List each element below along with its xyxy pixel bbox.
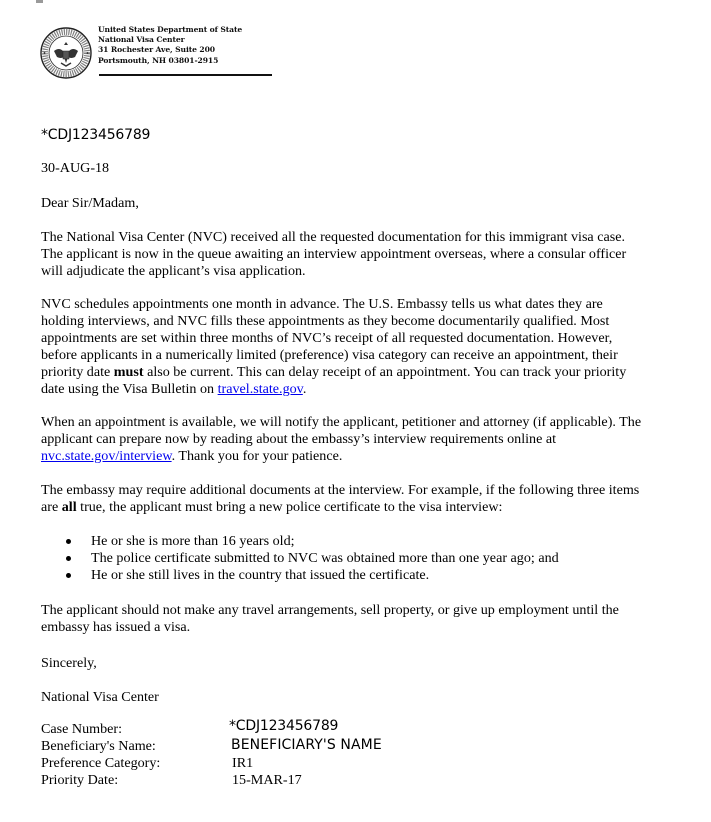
paragraph-line: The embassy may require additional documents at the interview. For example, if the following three items [41, 482, 640, 498]
letterhead-divider [99, 74, 272, 76]
list-item [66, 550, 559, 567]
emphasis-all: all [61, 499, 77, 515]
letterhead-center: National Visa Center [98, 35, 185, 45]
paragraph-line: will adjudicate the applicant’s visa application. [41, 263, 306, 279]
text-segment: true, the applicant must bring a new police certificate to the visa interview: [76, 499, 503, 515]
text-segment: are [41, 499, 62, 515]
letter-date: 30-AUG-18 [41, 160, 110, 176]
bullet-icon [66, 556, 71, 561]
text-segment: also be current. This can delay receipt of an appointment. You can track your priority [143, 364, 627, 380]
letterhead-street: 31 Rochester Ave, Suite 200 [98, 45, 215, 55]
list-item-text: He or she still lives in the country that issued the certificate. [91, 567, 430, 583]
paragraph-scheduling [41, 296, 626, 398]
paragraph-line: NVC schedules appointments one month in advance. The U.S. Embassy tells us what dates they are [41, 296, 603, 312]
priority-date-value: 15-MAR-17 [232, 772, 302, 788]
preference-category-label: Preference Category: [41, 755, 161, 771]
nvc-interview-link[interactable]: nvc.state.gov/interview [41, 448, 172, 464]
paragraph-line [41, 448, 641, 465]
paragraph-travel-warning [41, 602, 619, 636]
paragraph-line: When an appointment is available, we will notify the applicant, petitioner and attorney (if applicable). The [41, 414, 642, 430]
paragraph-documentation-received [41, 229, 626, 280]
text-segment: . Thank you for your patience. [171, 448, 343, 464]
page-corner-mark [36, 0, 43, 3]
letterhead-address [98, 25, 242, 66]
beneficiary-name-label: Beneficiary's Name: [41, 738, 156, 754]
paragraph-line: holding interviews, and NVC fills these appointments as they become documentarily qualified. Most [41, 313, 610, 329]
paragraph-notification [41, 414, 641, 465]
paragraph-line: The National Visa Center (NVC) received all the requested documentation for this immigrant visa case. [41, 229, 625, 245]
paragraph-line [41, 364, 626, 381]
emphasis-must: must [113, 364, 144, 380]
signer: National Visa Center [41, 689, 159, 705]
paragraph-line [41, 499, 639, 516]
paragraph-line: before applicants in a numerically limited (preference) visa category can receive an appointment, their [41, 347, 618, 363]
case-number-value: *CDJ123456789 [229, 718, 339, 734]
list-item-text: He or she is more than 16 years old; [91, 533, 295, 549]
letterhead [40, 24, 243, 84]
preference-category-value: IR1 [232, 755, 254, 771]
police-certificate-conditions-list [66, 533, 559, 584]
department-of-state-seal-icon [40, 27, 92, 79]
priority-date-label: Priority Date: [41, 772, 119, 788]
case-number-label: Case Number: [41, 721, 123, 737]
paragraph-line: The applicant should not make any travel arrangements, sell property, or give up employment until the [41, 602, 619, 618]
case-number-header: *CDJ123456789 [41, 127, 151, 143]
text-segment: date using the Visa Bulletin on [41, 381, 218, 397]
bullet-icon [66, 539, 71, 544]
letterhead-org: United States Department of State [98, 25, 243, 34]
closing: Sincerely, [41, 655, 97, 671]
paragraph-line: The applicant is now in the queue awaiting an interview appointment overseas, where a consular officer [41, 246, 627, 262]
bullet-icon [66, 573, 71, 578]
list-item [66, 533, 559, 550]
paragraph-line: applicant can prepare now by reading about the embassy’s interview requirements online at [41, 431, 557, 447]
paragraph-line: appointments are set within three months of NVC’s receipt of all requested documentation. However, [41, 330, 613, 346]
list-item-text: The police certificate submitted to NVC was obtained more than one year ago; and [91, 550, 559, 566]
text-segment: . [302, 381, 307, 397]
salutation: Dear Sir/Madam, [41, 195, 139, 211]
letterhead-city: Portsmouth, NH 03801-2915 [98, 55, 219, 65]
paragraph-additional-documents [41, 482, 639, 516]
paragraph-line [41, 381, 626, 398]
beneficiary-name-value: BENEFICIARY'S NAME [231, 737, 382, 753]
list-item [66, 567, 559, 584]
paragraph-line: embassy has issued a visa. [41, 619, 191, 635]
text-segment: priority date [41, 364, 114, 380]
travel-state-gov-link[interactable]: travel.state.gov [217, 381, 303, 397]
